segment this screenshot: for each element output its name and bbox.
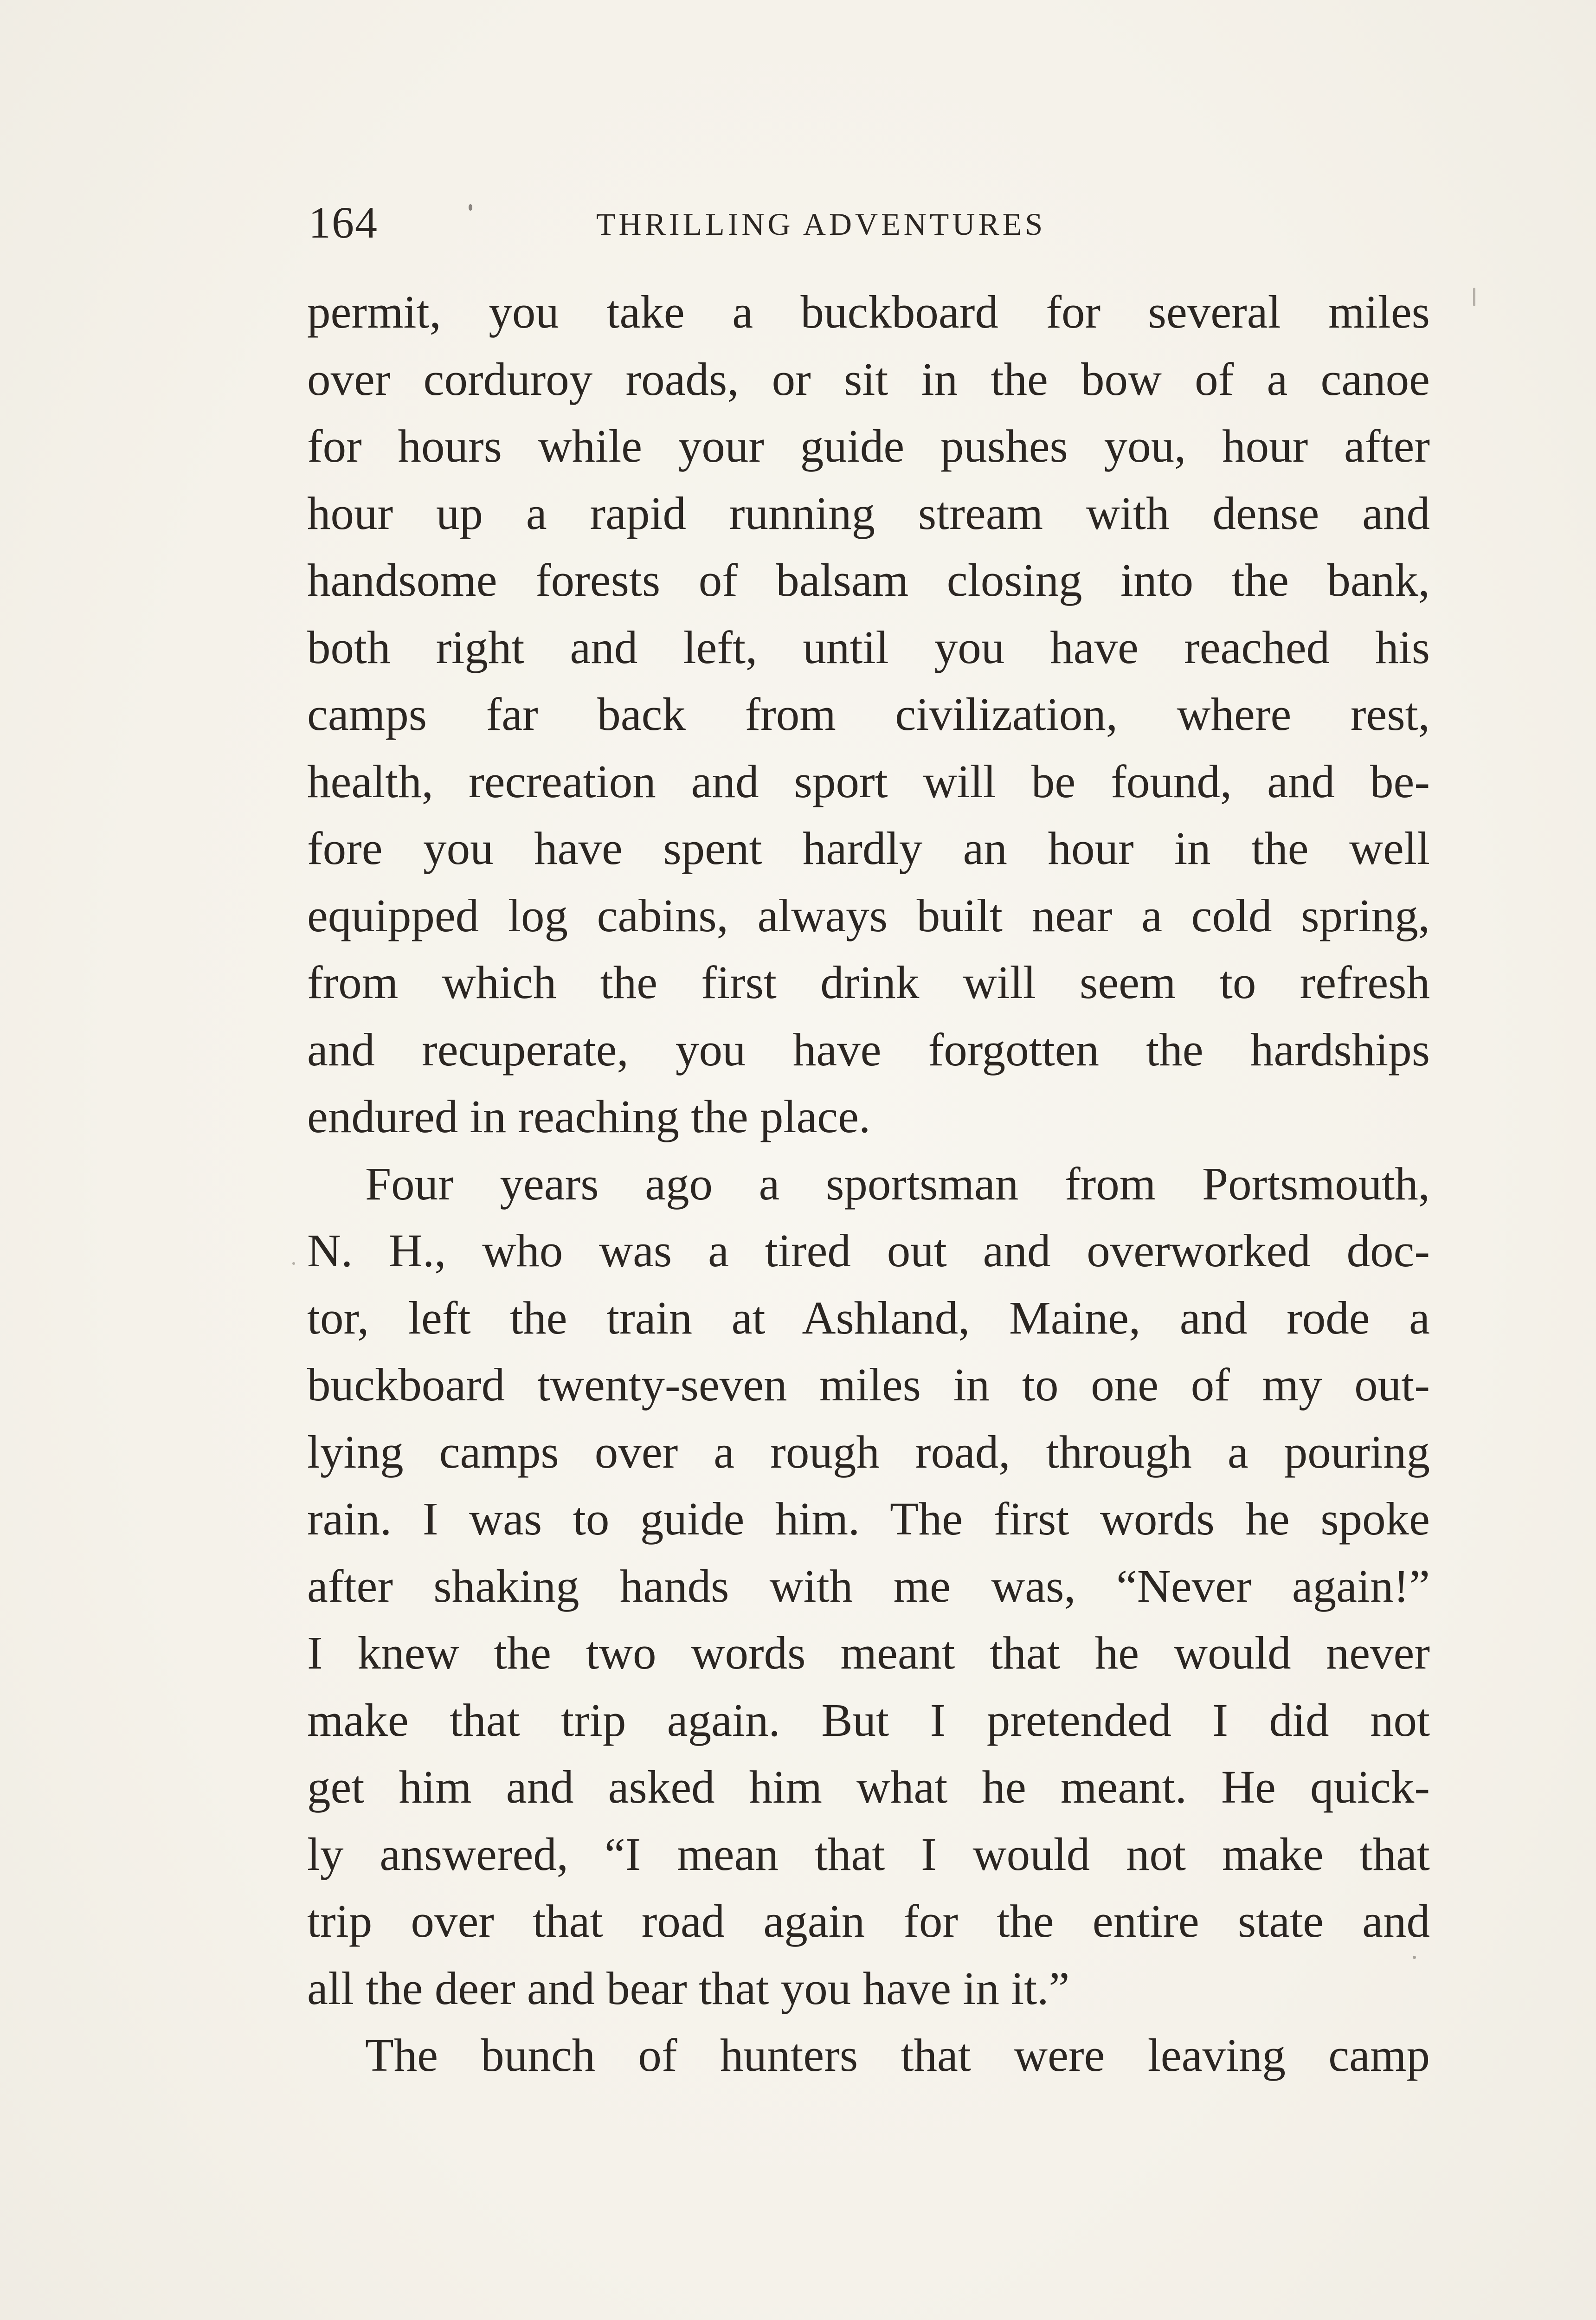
text-line: equipped log cabins, always built near a cold spring,: [307, 889, 1430, 941]
text-line: health, recreation and sport will be found, and be-: [307, 755, 1430, 807]
text-line: trip over that road again for the entire state and: [307, 1895, 1430, 1947]
text-line: permit, you take a buckboard for several miles: [307, 286, 1430, 338]
text-line: from which the first drink will seem to refresh: [307, 956, 1430, 1008]
body-text: [307, 278, 1430, 2089]
text-line: get him and asked him what he meant. He quick-: [307, 1761, 1430, 1813]
text-line: tor, left the train at Ashland, Maine, and rode a: [307, 1291, 1430, 1344]
text-line: ly answered, “I mean that I would not make that: [307, 1828, 1430, 1880]
text-line-paragraph-start: The bunch of hunters that were leaving camp: [365, 2029, 1430, 2081]
text-line: I knew the two words meant that he would never: [307, 1627, 1430, 1679]
text-line: N. H., who was a tired out and overworked doc-: [307, 1224, 1430, 1276]
text-line: handsome forests of balsam closing into the bank,: [307, 554, 1430, 606]
text-line: fore you have spent hardly an hour in the well: [307, 822, 1430, 874]
text-line: camps far back from civilization, where rest,: [307, 688, 1430, 740]
text-line-paragraph-end: all the deer and bear that you have in it.”: [307, 1962, 1070, 2014]
paper-speck: [292, 1262, 295, 1265]
text-line: buckboard twenty-seven miles in to one of my out-: [307, 1359, 1430, 1411]
paper-speck: [1473, 288, 1475, 306]
running-head-title: THRILLING ADVENTURES: [596, 206, 1046, 242]
text-line-paragraph-start: Four years ago a sportsman from Portsmouth,: [365, 1157, 1430, 1210]
text-line: both right and left, until you have reached his: [307, 621, 1430, 673]
text-line: and recuperate, you have forgotten the hardships: [307, 1023, 1430, 1076]
text-line: after shaking hands with me was, “Never again!”: [307, 1560, 1430, 1612]
text-line: make that trip again. But I pretended I did not: [307, 1694, 1430, 1746]
page-number: 164: [309, 198, 378, 247]
text-line-paragraph-end: endured in reaching the place.: [307, 1090, 871, 1142]
text-line: lying camps over a rough road, through a pouring: [307, 1425, 1430, 1478]
text-line: over corduroy roads, or sit in the bow of a canoe: [307, 353, 1430, 405]
text-line: rain. I was to guide him. The first words he spoke: [307, 1493, 1430, 1545]
paper-speck: [1413, 1956, 1416, 1959]
paper-speck: [469, 204, 472, 211]
text-line: hour up a rapid running stream with dense and: [307, 487, 1430, 539]
running-head: [0, 195, 1596, 251]
text-line: for hours while your guide pushes you, hour after: [307, 420, 1430, 472]
